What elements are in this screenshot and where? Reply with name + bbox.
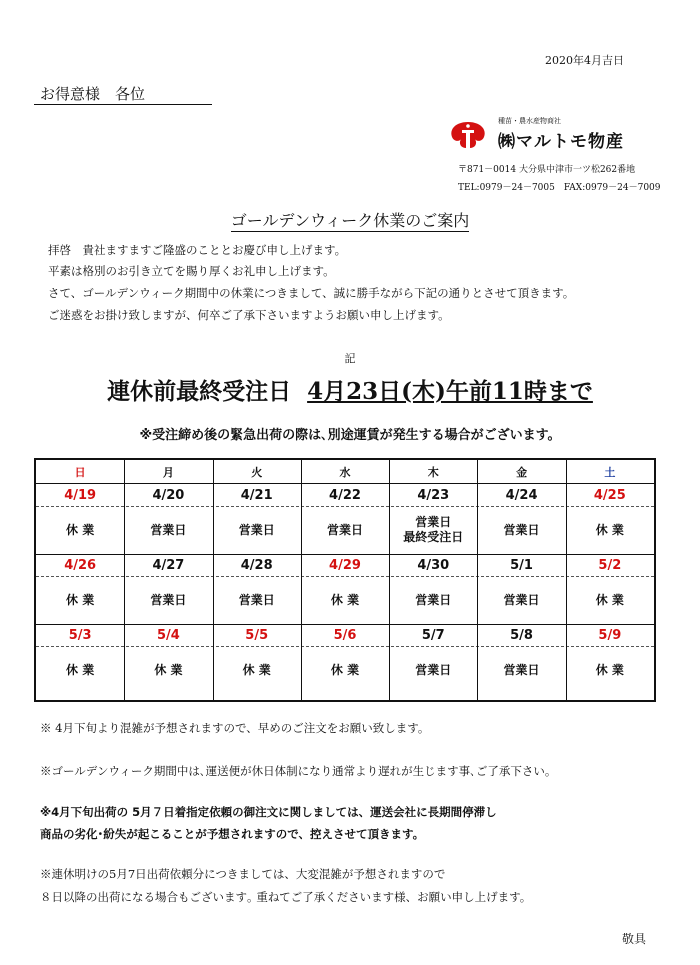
calendar-status: 休 業 — [66, 592, 95, 607]
calendar-date: 5/5 — [245, 627, 269, 643]
last-order-date: 4月23日(木)午前11時まで — [307, 378, 593, 405]
calendar-status: 営業日 最終受注日 — [403, 515, 464, 544]
note-may7-line-1: ※4月下旬出荷の 5月７日着指定依頼の御注文に関しましては、運送会社に長期間停滞し — [40, 805, 497, 819]
calendar-status: 休 業 — [66, 662, 95, 677]
company-tagline: 種苗・農水産物商社 — [498, 117, 561, 125]
day-header: 月 — [162, 465, 174, 479]
note-may7-line-2: 商品の劣化･紛失が起こることが予想されますので、控えさせて頂きます。 — [40, 827, 425, 841]
note-after-holiday-line-2: ８日以降の出荷になる場合もございます｡ 重ねてご了承くださいます様、お願い申し上げます。 — [40, 890, 532, 904]
calendar-date: 5/9 — [598, 627, 622, 643]
calendar-date: 4/19 — [64, 487, 97, 503]
note-after-holiday-line-1: ※連休明けの5月7日出荷依頼分につきましては、大変混雑が予想されますので — [40, 867, 446, 881]
day-header: 火 — [251, 465, 263, 479]
calendar-date: 5/2 — [598, 557, 622, 573]
calendar-date: 5/6 — [333, 627, 357, 643]
calendar-date: 5/4 — [157, 627, 180, 643]
calendar-status: 営業日 — [326, 522, 363, 537]
calendar-status: 休 業 — [595, 662, 624, 677]
calendar-date: 4/24 — [505, 487, 538, 503]
calendar-status: 休 業 — [242, 662, 271, 677]
greeting-paragraph-1: 拝啓 貴社ますますご隆盛のこととお慶び申し上げます。 — [48, 243, 347, 257]
calendar-date: 4/29 — [329, 557, 361, 573]
calendar-date: 4/23 — [417, 487, 450, 503]
greeting-paragraph-4: ご迷惑をお掛け致しますが、何卒ご了承下さいますようお願い申し上げます。 — [48, 308, 450, 322]
day-header: 日 — [74, 465, 86, 479]
column-divider — [301, 460, 302, 700]
calendar-date: 4/22 — [329, 487, 361, 503]
calendar-status: 営業日 — [503, 662, 540, 677]
company-address: 〒871－0014 大分県中津市一ツ松262番地 — [458, 165, 636, 175]
ki-marker: 記 — [344, 352, 356, 365]
column-divider — [566, 460, 567, 700]
calendar-date: 5/1 — [510, 557, 533, 573]
calendar-status: 営業日 — [238, 592, 275, 607]
calendar-status: 営業日 — [503, 522, 540, 537]
day-header: 水 — [339, 465, 351, 479]
calendar-status: 休 業 — [330, 662, 360, 677]
calendar-date: 4/30 — [417, 557, 450, 573]
calendar-date: 4/21 — [240, 487, 273, 503]
column-divider — [389, 460, 390, 700]
calendar-date: 4/27 — [152, 557, 185, 573]
greeting-paragraph-3: さて、ゴールデンウィーク期間中の休業につきまして、誠に勝手ながら下記の通りとさせて頂きます。 — [48, 286, 575, 300]
calendar-date: 4/25 — [593, 487, 626, 503]
calendar-status: 営業日 — [150, 522, 187, 537]
calendar-status: 休 業 — [330, 592, 360, 607]
notice-title-text: ゴールデンウィーク休業のご案内 — [230, 211, 470, 230]
urgent-shipping-note: ※受注締め後の緊急出荷の際は､別途運賃が発生する場合がございます。 — [139, 428, 561, 443]
calendar-date: 5/8 — [510, 627, 533, 643]
addressee: お得意様 各位 — [34, 84, 212, 105]
day-header: 木 — [427, 465, 439, 479]
calendar-status: 営業日 — [415, 662, 452, 677]
holiday-calendar — [34, 458, 656, 702]
company-phone-fax: TEL:0979－24－7005 FAX:0979－24－7009 — [458, 183, 661, 193]
calendar-status: 休 業 — [595, 522, 624, 537]
note-shipping-delay: ※ゴールデンウィーク期間中は､運送便が休日体制になり通常より遅れが生じます事､ご了承下さい。 — [40, 764, 557, 778]
day-header: 土 — [604, 465, 616, 479]
calendar-status: 営業日 — [415, 592, 452, 607]
last-order-headline — [0, 373, 700, 406]
last-order-label: 連休前最終受注日 — [107, 378, 292, 405]
note-congestion: ※ 4月下旬より混雑が予想されますので、早めのご注文をお願い致します。 — [40, 721, 430, 735]
column-divider — [213, 460, 214, 700]
calendar-status: 休 業 — [154, 662, 183, 677]
calendar-status: 営業日 — [238, 522, 275, 537]
closing-keigu: 敬具 — [622, 932, 647, 946]
calendar-date: 4/20 — [152, 487, 185, 503]
notice-title — [0, 208, 700, 231]
column-divider — [477, 460, 478, 700]
calendar-status: 営業日 — [503, 592, 540, 607]
company-name: ㈱マルトモ物産 — [498, 132, 624, 152]
document-date: 2020年4月吉日 — [545, 54, 624, 67]
marutomo-logo-icon — [446, 120, 490, 154]
column-divider — [124, 460, 125, 700]
day-header: 金 — [516, 465, 528, 479]
calendar-date: 5/3 — [68, 627, 92, 643]
greeting-paragraph-2: 平素は格別のお引き立てを賜り厚くお礼申し上げます。 — [48, 264, 335, 278]
calendar-status: 休 業 — [66, 522, 95, 537]
calendar-date: 5/7 — [421, 627, 445, 643]
calendar-date: 4/28 — [240, 557, 273, 573]
calendar-status: 営業日 — [150, 592, 187, 607]
calendar-date: 4/26 — [64, 557, 97, 573]
calendar-status: 休 業 — [595, 592, 624, 607]
